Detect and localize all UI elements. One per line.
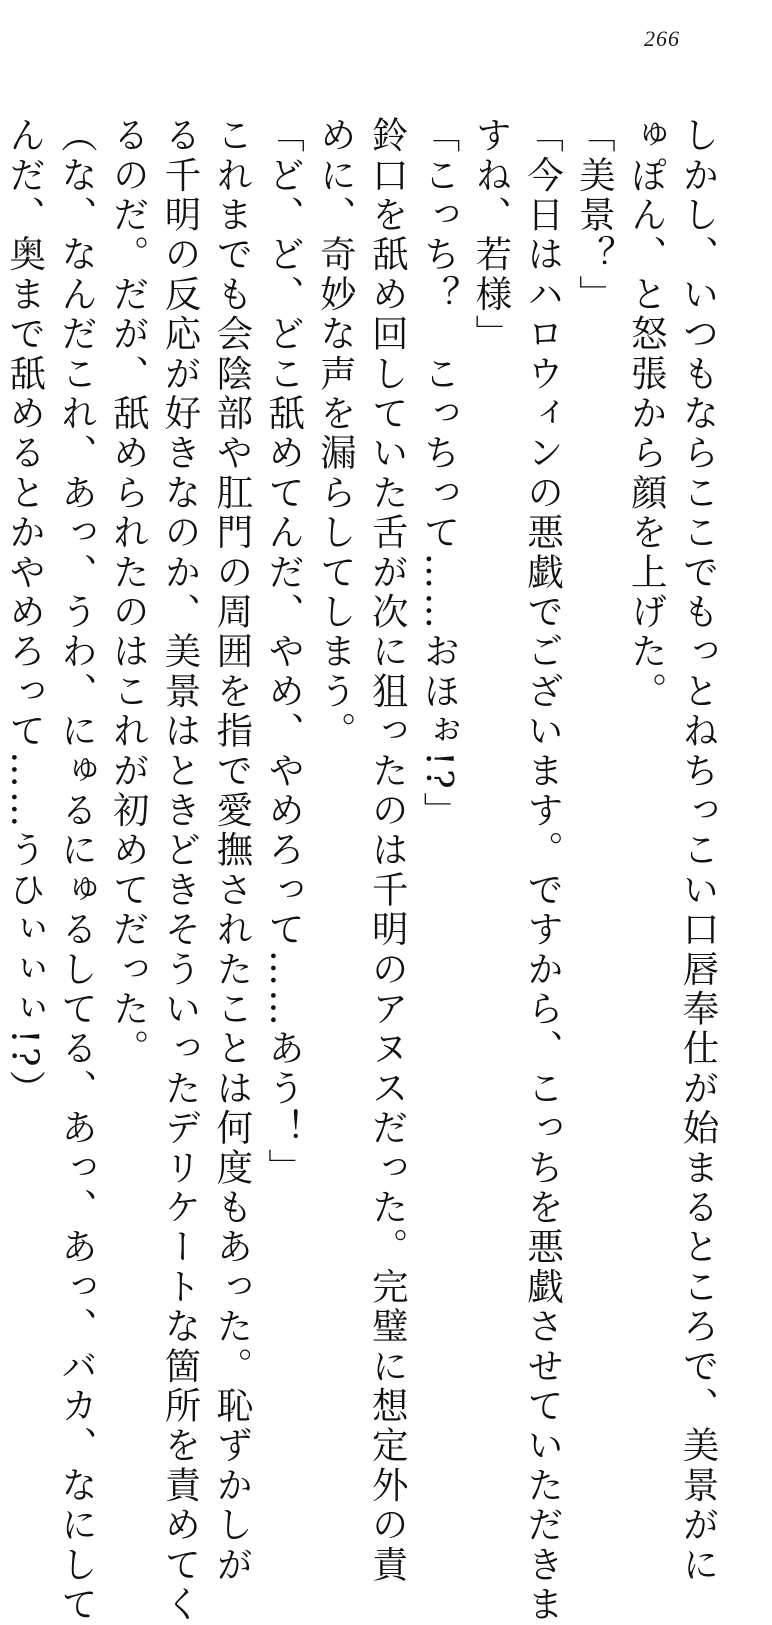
text-line: 「美景？」: [573, 116, 617, 315]
text-line: （な、なんだこれ、あっ、うわ、にゅるにゅるしてる、あっ、あっ、バカ、なにして: [55, 116, 99, 1625]
text-line: すね、若様」: [469, 116, 513, 355]
text-line: んだ、奥まで舐めるとかやめろって……うひぃぃぃ!?）: [3, 116, 47, 1110]
text-line: しかし、いつもならここでもっとねちっこい口唇奉仕が始まるところで、美景がに: [677, 116, 720, 1585]
text-line: めに、奇妙な声を漏らしてしまう。: [314, 116, 358, 752]
text-line: 「こっち？ こっちって……おほぉ!?」: [418, 116, 462, 832]
text-line: 「今日はハロウィンの悪戯でございます。ですから、こっちを悪戯させていただきま: [521, 116, 565, 1625]
body-text: [3, 116, 724, 1625]
text-line: 鈴口を舐め回していた舌が次に狙ったのは千明のアヌスだった。完璧に想定外の責: [366, 116, 410, 1585]
text-line: るのだ。だが、舐められたのはこれが初めてだった。: [107, 116, 151, 1069]
text-line: る千明の反応が好きなのか、美景はときどきそういったデリケートな箇所を責めてく: [159, 116, 203, 1625]
text-line: これまでも会陰部や肛門の周囲を指で愛撫されたことは何度もあった。恥ずかしが: [210, 116, 254, 1585]
page-number: 266: [644, 26, 680, 51]
text-line: 「ど、ど、どこ舐めてんだ、やめ、やめろって……あう！」: [262, 116, 306, 1188]
text-line: ゅぽん、と怒張から顔を上げた。: [625, 116, 669, 712]
